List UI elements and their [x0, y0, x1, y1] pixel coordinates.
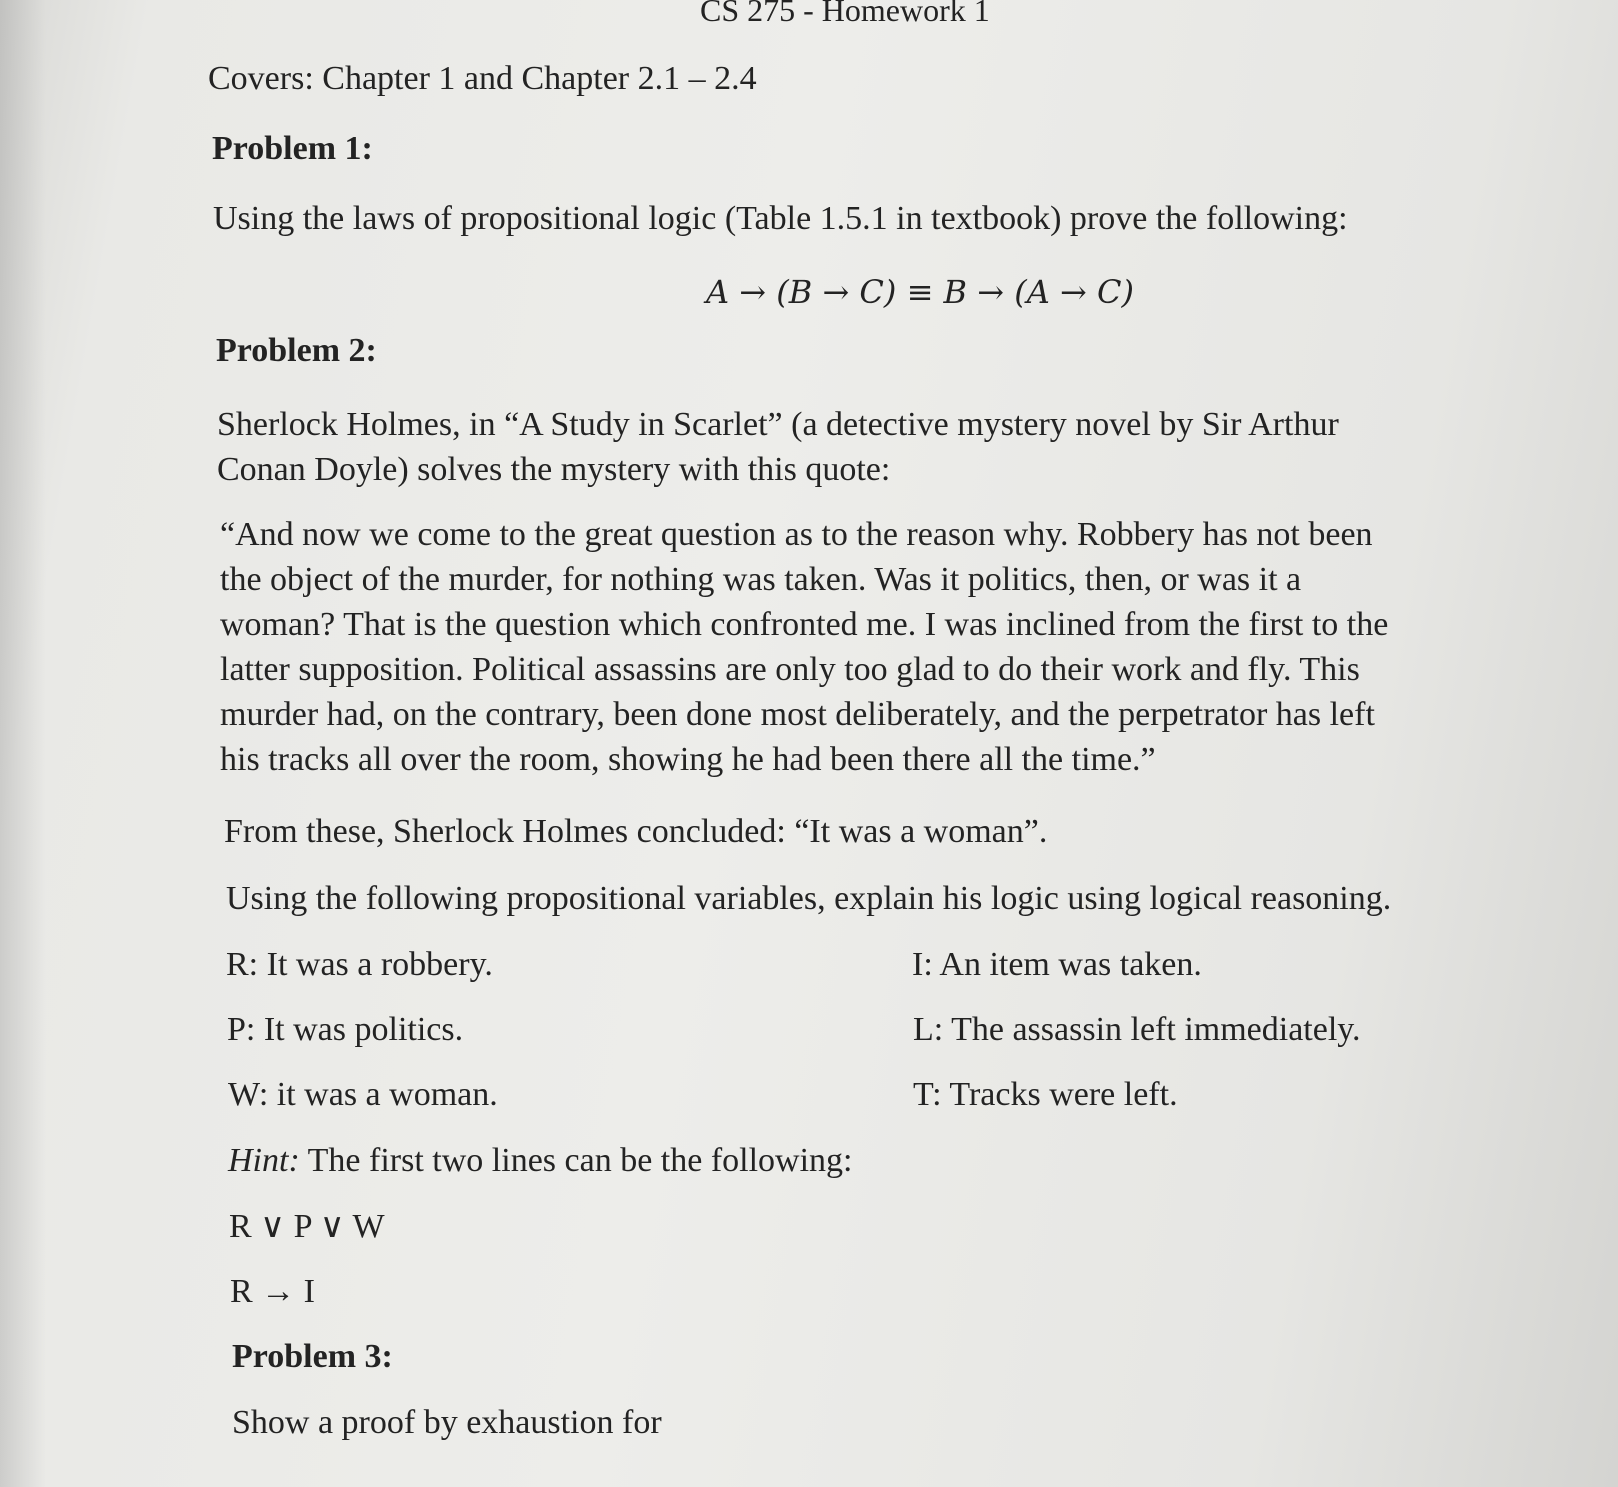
quote-line: latter supposition. Political assassins are only too glad to do their work and fly. This	[220, 651, 1360, 688]
hint-text: The first two lines can be the following:	[299, 1142, 853, 1179]
problem-1-formula: A → (B → C) ≡ B → (A → C)	[706, 273, 1134, 311]
holmes-quote	[220, 512, 1388, 782]
variable-l: L: The assassin left immediately.	[913, 1011, 1361, 1048]
problem-1-heading: Problem 1:	[212, 130, 373, 167]
problem-3-instruction: Show a proof by exhaustion for	[232, 1404, 662, 1441]
problem-2-intro	[217, 402, 1339, 492]
hint-formula-1: R ∨ P ∨ W	[229, 1208, 385, 1245]
variable-i: I: An item was taken.	[912, 946, 1202, 983]
problem-1-instruction: Using the laws of propositional logic (Table 1.5.1 in textbook) prove the following:	[213, 200, 1348, 237]
variable-t: T: Tracks were left.	[913, 1076, 1178, 1113]
page-title: CS 275 - Homework 1	[700, 0, 990, 28]
covers-line: Covers: Chapter 1 and Chapter 2.1 – 2.4	[208, 60, 757, 97]
problem-2-heading: Problem 2:	[216, 332, 377, 369]
quote-line: “And now we come to the great question as to the reason why. Robbery has not been	[220, 516, 1373, 553]
quote-line: murder had, on the contrary, been done most deliberately, and the perpetrator has left	[220, 696, 1375, 733]
quote-line: the object of the murder, for nothing was taken. Was it politics, then, or was it a	[220, 561, 1302, 598]
conclusion-line: From these, Sherlock Holmes concluded: “It was a woman”.	[224, 813, 1048, 850]
variable-w: W: it was a woman.	[228, 1076, 498, 1113]
hint-formula-2: R → I	[230, 1273, 315, 1310]
intro-line: Conan Doyle) solves the mystery with this quote:	[217, 451, 891, 488]
quote-line: his tracks all over the room, showing he had been there all the time.”	[220, 741, 1156, 778]
task-line: Using the following propositional variables, explain his logic using logical reasoning.	[226, 880, 1392, 917]
quote-line: woman? That is the question which confronted me. I was inclined from the first to the	[220, 606, 1389, 643]
variable-p: P: It was politics.	[227, 1011, 464, 1048]
problem-3-heading: Problem 3:	[232, 1338, 393, 1375]
variable-r: R: It was a robbery.	[226, 946, 493, 983]
intro-line: Sherlock Holmes, in “A Study in Scarlet” (a detective mystery novel by Sir Arthur	[217, 406, 1339, 443]
hint-line	[228, 1144, 852, 1178]
hint-label: Hint:	[228, 1142, 300, 1179]
page-edge-shadow	[0, 0, 46, 1487]
